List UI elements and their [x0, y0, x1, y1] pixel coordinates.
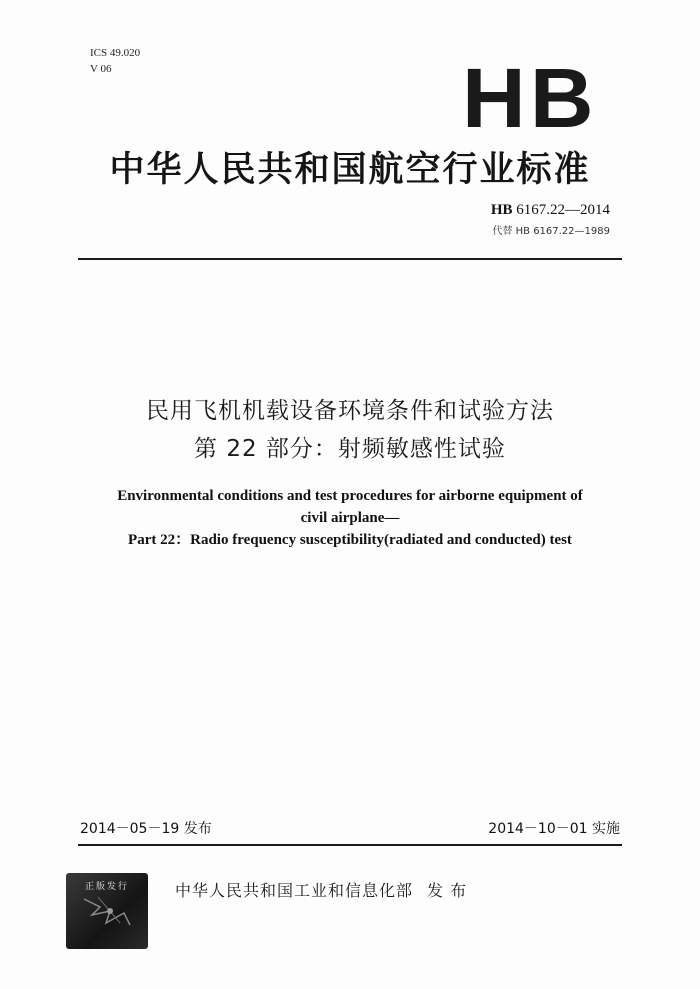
english-title-line2: civil airplane—	[300, 510, 400, 526]
chinese-title-line2: 第 22 部分：射频敏感性试验	[194, 436, 506, 462]
effective-date: 2014－10－01 实施	[488, 821, 620, 837]
issue-word: 发 布	[427, 881, 468, 900]
standard-number	[491, 202, 610, 219]
chinese-title-line1: 民用飞机机载设备环境条件和试验方法	[146, 398, 554, 424]
replaces-note: 代替 HB 6167.22—1989	[492, 226, 610, 237]
issuing-authority	[175, 878, 467, 901]
standard-code: 6167.22—2014	[516, 202, 610, 218]
category-code: V 06	[90, 63, 112, 75]
hb-logo: HB	[462, 51, 598, 145]
issuer-name: 中华人民共和国工业和信息化部	[175, 881, 414, 900]
bottom-divider	[78, 844, 622, 846]
publish-date: 2014－05－19 发布	[80, 821, 212, 837]
standard-prefix: HB	[490, 202, 513, 218]
anti-counterfeit-label-icon	[66, 873, 148, 949]
stamp-text: 正版发行	[84, 882, 129, 892]
classification-codes	[90, 45, 140, 77]
english-title-line3: Part 22：Radio frequency susceptibility(radiated and conducted) test	[128, 532, 572, 548]
org-title: 中华人民共和国航空行业标准	[109, 150, 591, 190]
english-title-line1: Environmental conditions and test procedures for airborne equipment of	[117, 488, 583, 504]
ics-code: ICS 49.020	[90, 47, 141, 59]
top-divider	[78, 258, 622, 260]
stamp-emblem-icon	[80, 893, 134, 931]
